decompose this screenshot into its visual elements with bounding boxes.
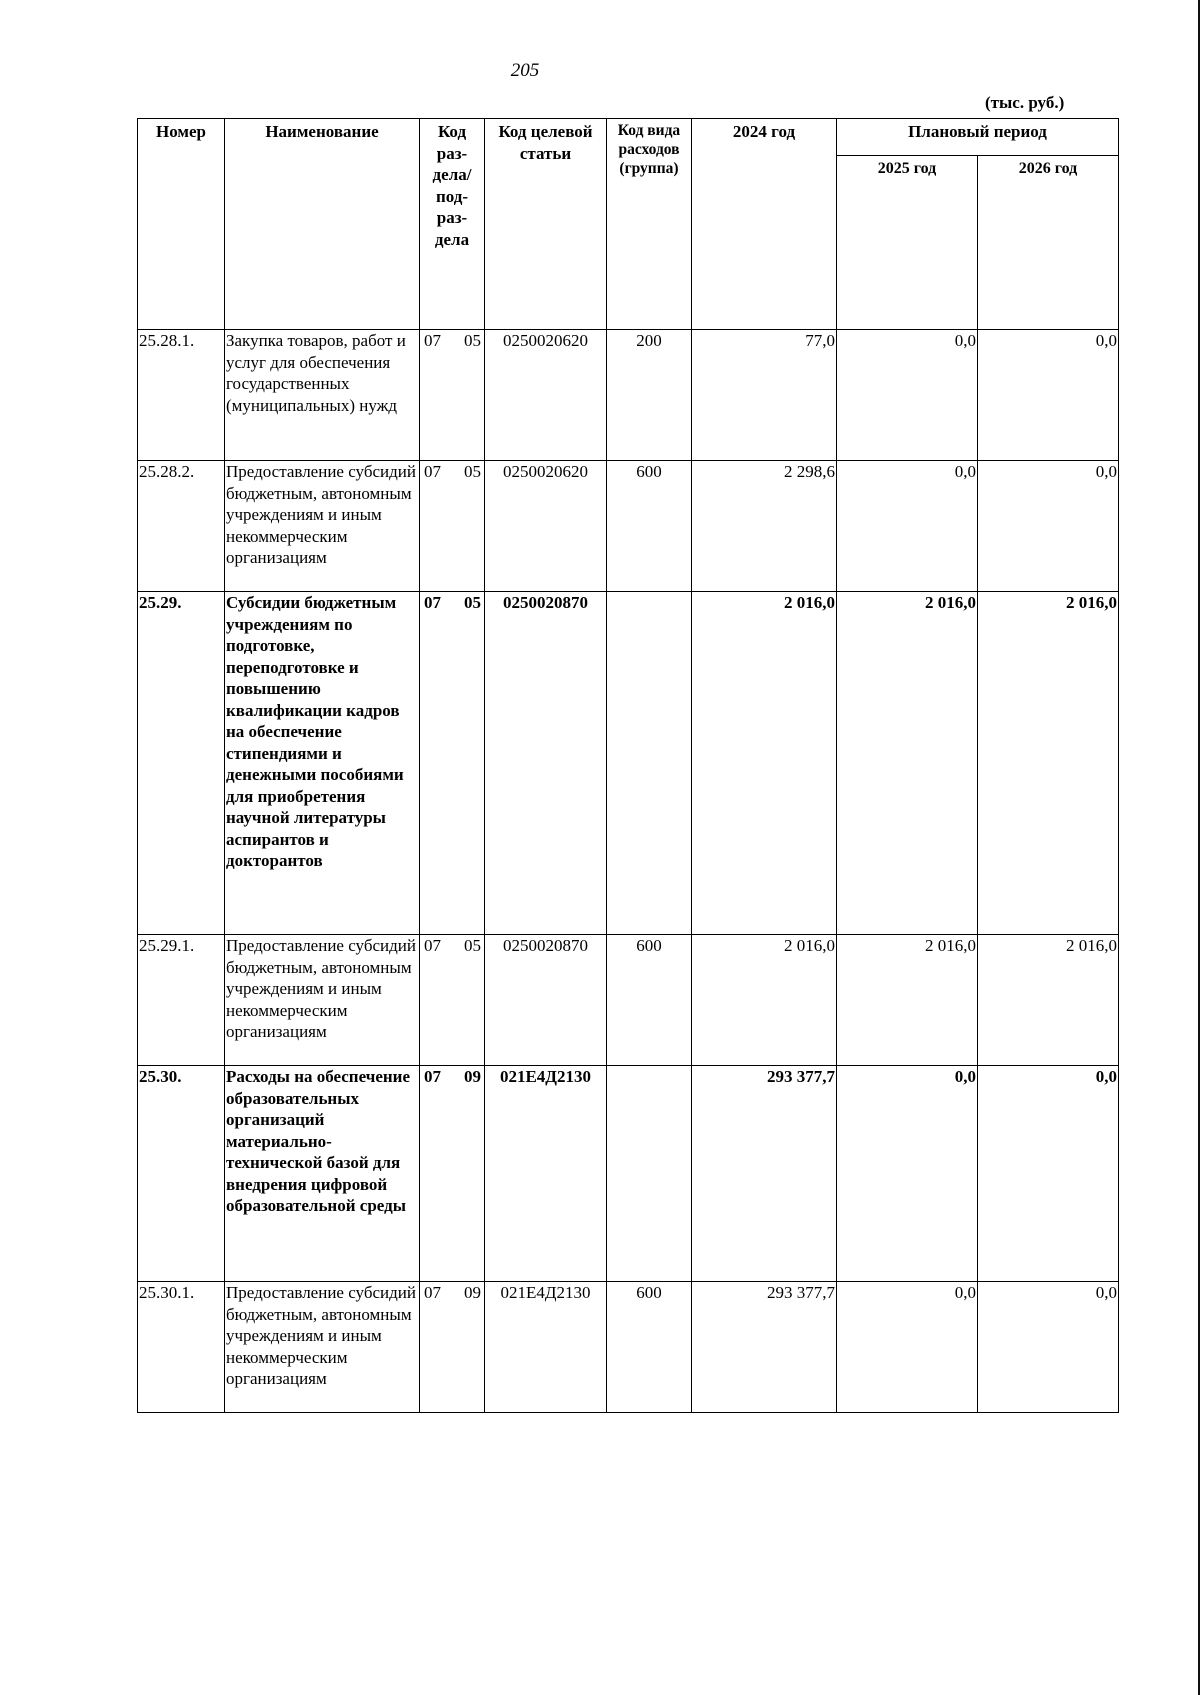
row-target-code: 021Е4Д2130 xyxy=(485,1066,607,1282)
row-2026: 0,0 xyxy=(978,330,1119,461)
row-2025: 2 016,0 xyxy=(837,592,978,935)
row-2024: 293 377,7 xyxy=(692,1282,837,1413)
row-2025: 0,0 xyxy=(837,1282,978,1413)
row-section-code xyxy=(420,935,485,1066)
row-name: Субсидии бюджетным учреждениям по подготовке, переподготовке и повышению квалификации кадров на обеспечение стипендиями и денежными пособиями для приобретения научной литературы аспирантов и докторантов xyxy=(225,592,420,935)
row-section-code xyxy=(420,592,485,935)
row-section-code xyxy=(420,1066,485,1282)
row-target-code: 021Е4Д2130 xyxy=(485,1282,607,1413)
row-2024: 77,0 xyxy=(692,330,837,461)
row-2024: 293 377,7 xyxy=(692,1066,837,1282)
row-number: 25.28.2. xyxy=(138,461,225,592)
row-expense-type xyxy=(607,592,692,935)
razdel: 07 xyxy=(424,462,441,481)
row-name: Предоставление субсидий бюджетным, автономным учреждениям и иным некоммерческим организациям xyxy=(225,461,420,592)
row-2024: 2 016,0 xyxy=(692,592,837,935)
razdel: 07 xyxy=(424,1067,441,1086)
row-2026: 2 016,0 xyxy=(978,935,1119,1066)
razdel: 07 xyxy=(424,593,441,612)
row-2025: 0,0 xyxy=(837,1066,978,1282)
podrazdel: 09 xyxy=(464,1067,481,1086)
row-section-code xyxy=(420,461,485,592)
row-name: Предоставление субсидий бюджетным, автономным учреждениям и иным некоммерческим организациям xyxy=(225,1282,420,1413)
table-row xyxy=(138,1282,1119,1413)
header-2024: 2024 год xyxy=(692,119,837,330)
header-2025: 2025 год xyxy=(837,156,978,330)
row-2025: 0,0 xyxy=(837,330,978,461)
row-2024: 2 016,0 xyxy=(692,935,837,1066)
header-target-code: Код целевой статьи xyxy=(485,119,607,330)
table-row xyxy=(138,461,1119,592)
budget-table xyxy=(137,118,1119,1413)
header-planned-period: Плановый период xyxy=(837,119,1119,156)
header-2026: 2026 год xyxy=(978,156,1119,330)
row-expense-type: 600 xyxy=(607,461,692,592)
row-target-code: 0250020620 xyxy=(485,330,607,461)
table-row xyxy=(138,592,1119,935)
header-name: Наименование xyxy=(225,119,420,330)
row-number: 25.30.1. xyxy=(138,1282,225,1413)
row-number: 25.30. xyxy=(138,1066,225,1282)
row-target-code: 0250020620 xyxy=(485,461,607,592)
row-name: Закупка товаров, работ и услуг для обеспечения государственных (муниципальных) нужд xyxy=(225,330,420,461)
units-label: (тыс. руб.) xyxy=(985,93,1065,112)
row-expense-type: 600 xyxy=(607,1282,692,1413)
razdel: 07 xyxy=(424,1283,441,1302)
page-number: 205 xyxy=(510,60,540,81)
row-name: Расходы на обеспечение образовательных организаций материально-технической базой для внедрения цифровой образовательной среды xyxy=(225,1066,420,1282)
podrazdel: 09 xyxy=(464,1283,481,1302)
row-expense-type: 200 xyxy=(607,330,692,461)
row-expense-type: 600 xyxy=(607,935,692,1066)
row-number: 25.28.1. xyxy=(138,330,225,461)
podrazdel: 05 xyxy=(464,593,481,612)
header-number: Номер xyxy=(138,119,225,330)
row-section-code xyxy=(420,1282,485,1413)
row-2024: 2 298,6 xyxy=(692,461,837,592)
row-section-code xyxy=(420,330,485,461)
podrazdel: 05 xyxy=(464,462,481,481)
row-target-code: 0250020870 xyxy=(485,592,607,935)
table-row xyxy=(138,1066,1119,1282)
table-row xyxy=(138,935,1119,1066)
row-target-code: 0250020870 xyxy=(485,935,607,1066)
row-2025: 2 016,0 xyxy=(837,935,978,1066)
header-section-code: Код раз-дела/ под-раз-дела xyxy=(420,119,485,330)
row-expense-type xyxy=(607,1066,692,1282)
table-row xyxy=(138,330,1119,461)
row-2026: 2 016,0 xyxy=(978,592,1119,935)
podrazdel: 05 xyxy=(464,331,481,350)
razdel: 07 xyxy=(424,331,441,350)
row-number: 25.29.1. xyxy=(138,935,225,1066)
row-2026: 0,0 xyxy=(978,1066,1119,1282)
row-2026: 0,0 xyxy=(978,461,1119,592)
podrazdel: 05 xyxy=(464,936,481,955)
row-number: 25.29. xyxy=(138,592,225,935)
razdel: 07 xyxy=(424,936,441,955)
row-2025: 0,0 xyxy=(837,461,978,592)
row-2026: 0,0 xyxy=(978,1282,1119,1413)
row-name: Предоставление субсидий бюджетным, автономным учреждениям и иным некоммерческим организациям xyxy=(225,935,420,1066)
header-expense-type: Код вида расходов (группа) xyxy=(607,119,692,330)
